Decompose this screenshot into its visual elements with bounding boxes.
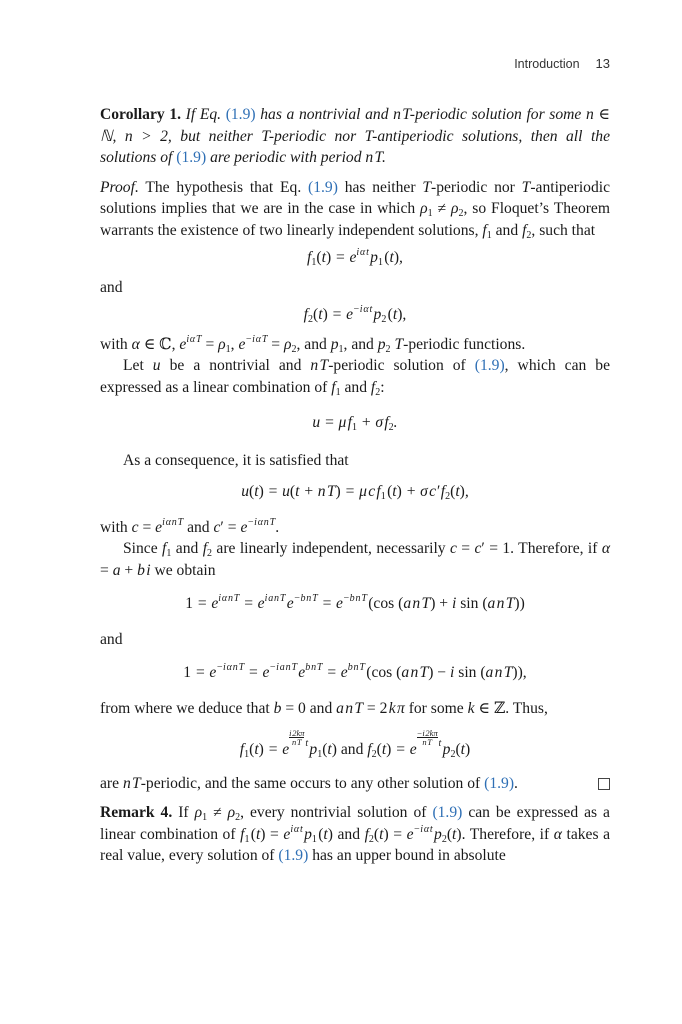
proof-paragraph-let: Let u be a nontrivial and n T-periodic solution of (1.9), which can be expressed as a linear combination of $f_1$ and $f_2$:	[100, 357, 611, 398]
proof-text: are linearly independent, necessarily	[216, 540, 446, 557]
running-header	[514, 56, 610, 71]
corollary-text: are periodic with period	[210, 149, 362, 166]
proof-text: , which can be expressed as a linear combination of	[100, 357, 611, 396]
proof-text: -periodic solution of	[328, 357, 466, 374]
proof-text: and	[495, 221, 519, 239]
proof-paragraph-with: with α ∈ ℂ, $e^{i \alpha T} = \rho_1$, $e^{-i \alpha T} = \rho_2$, and $p_1$, and $p_2$ T-periodic functions.	[100, 333, 526, 355]
proof-paragraph-deduce: from where we deduce that b = 0 and a n T = 2 k π for some k ∈ ℤ. Thus,	[100, 699, 548, 717]
proof-paragraph-since: Since $f_1$ and $f_2$ are linearly independent, necessarily c = c′ = 1. Therefore, if α = a + b i we obtain	[100, 540, 611, 579]
remark-text: has an upper bound in absolute	[312, 847, 506, 864]
proof-text: The hypothesis that Eq.	[145, 178, 302, 196]
equation-ref[interactable]: (1.9)	[484, 774, 515, 792]
corollary-paragraph: Corollary 1. If Eq. (1.9) has a nontrivial and n T-periodic solution for some n ∈ ℕ, n > 2, but neither T-periodic nor T-antiperiodic solutions, then all the solutions of (1.9) are periodic with period n T.	[100, 106, 610, 166]
remark-text: , every nontrivial solution of	[240, 804, 427, 821]
proof-text: -antiperiodic solutions implies that we are in the case in which	[100, 178, 611, 217]
proof-text: -periodic, and the same occurs to any other solution of	[140, 774, 481, 792]
page-body	[100, 100, 610, 867]
proof-text: . Therefore, if	[510, 540, 598, 557]
page-number: 13	[595, 56, 610, 71]
proof-text: and	[175, 540, 199, 557]
proof-text: -periodic functions.	[403, 335, 526, 353]
proof-text: be a nontrivial and	[169, 357, 302, 374]
proof-text-and: and	[100, 278, 123, 296]
remark-paragraph: Remark 4. If $\rho_1 \ne \rho_2$, every nontrivial solution of (1.9) can be expressed as a linear combination of $f_1$ $(t) = e^{i \alpha t}$ $p_1$ (t) and $f_2(t) = e^{-i \alpha t}$ $p_2(t)$. Therefore, if α takes a real value, every solution of (1.9) has an upper bound in absolute	[100, 804, 611, 864]
corollary-text: -periodic nor	[268, 127, 357, 145]
proof-text: , and	[296, 335, 327, 353]
equation-ref[interactable]: (1.9)	[432, 804, 463, 821]
proof-text: -periodic nor	[431, 178, 515, 196]
proof-text-consequence: As a consequence, it is satisfied that	[123, 451, 349, 469]
proof-text: we obtain	[154, 561, 216, 579]
remark-text: and	[337, 825, 361, 843]
proof-text: has neither	[344, 178, 416, 196]
equation-ref[interactable]: (1.9)	[225, 106, 256, 123]
proof-paragraph: Proof. The hypothesis that Eq. (1.9) has neither T-periodic nor T-antiperiodic solutions implies that we are in the case in which $\rho_1 \ne \rho_2$, so Floquet’s Theorem warrants the existence of two linearly independent solutions, $f_1$ and $f_2$, such that	[100, 178, 611, 241]
corollary-label: Corollary 1.	[100, 106, 182, 123]
remark-text: If	[178, 804, 189, 821]
remark-label: Remark 4.	[100, 804, 173, 821]
proof-text: , so Floquet’s Theorem warrants the existence of two linearly independent solutions,	[100, 200, 610, 239]
proof-paragraph-with2: with $c = e^{i \alpha n T}$ and $c' = e^{-i \alpha n T}$.	[100, 516, 280, 536]
qed-square-icon	[598, 778, 610, 790]
header-section: Introduction	[514, 57, 580, 71]
proof-text: for some	[408, 699, 464, 717]
proof-text: with	[100, 518, 128, 536]
proof-text: . Thus,	[505, 699, 548, 717]
proof-text-and2: and	[100, 630, 123, 648]
proof-text: with	[100, 335, 128, 353]
equation-ref[interactable]: (1.9)	[278, 847, 309, 864]
proof-label: Proof.	[100, 178, 139, 196]
proof-text: and	[309, 699, 333, 717]
remark-text: . Therefore, if	[461, 825, 550, 843]
corollary-text: -periodic solution for some	[409, 106, 582, 123]
equation-solutions: $f_1(t) = e$ $\frac{i 2k\pi}{\text{n T}}$ $^t$ $p_1(t)$ and $f_2(t) = e$ $\frac{-i 2k\pi}{\text{n T}}$ $^t$ $p_2(t)$	[239, 728, 471, 760]
proof-text: , such that	[531, 221, 596, 239]
proof-text: and	[344, 378, 367, 396]
corollary-text: -antiperiodic solutions, then all the solutions of	[100, 127, 610, 166]
proof-text: Since	[123, 540, 158, 557]
equation-exp-1: $1 = e^{i \alpha n T} = e^{i a n T}$ $e^{-b n T} = e^{-b n T}$ (cos (a n T) + i sin (a n T))	[185, 593, 525, 612]
remark-text: takes a real value, every solution of	[100, 825, 611, 864]
corollary-text: If Eq.	[185, 106, 222, 123]
proof-text: and	[187, 518, 210, 536]
equation-exp-2: $1 = e^{-i \alpha n T} = e^{-i a n T}$ $e^{b n T} = e^{b n T}$ (cos (a n T) − i sin (a n T)),	[183, 662, 527, 681]
proof-text: from where we deduce that	[100, 699, 270, 717]
proof-paragraph-final: are n T-periodic, and the same occurs to any other solution of (1.9).	[100, 773, 610, 795]
equation-f1: $f_1(t) = e^{i \alpha t}$ $p_1$ (t),	[307, 247, 403, 268]
equation-u: u = μ $f_1 + \sigma$ $f_2$.	[312, 414, 398, 433]
equation-u-shift: u(t) = u(t + n T) = μ c $f_1$ (t) + σ c′ $f_2(t)$,	[241, 483, 469, 502]
proof-text: Let	[123, 357, 144, 374]
equation-ref[interactable]: (1.9)	[308, 178, 338, 196]
equation-and: and	[340, 741, 364, 758]
equation-f2: $f_2(t) = e^{-i \alpha t}$ $p_2$ (t),	[303, 304, 407, 325]
remark-text: can be expressed as a linear combination of	[100, 804, 610, 843]
corollary-text: but neither	[180, 127, 253, 145]
corollary-text: has a nontrivial and	[260, 106, 389, 123]
proof-text: , and	[343, 335, 374, 353]
proof-text: are	[100, 774, 120, 792]
equation-ref[interactable]: (1.9)	[474, 357, 505, 374]
equation-ref[interactable]: (1.9)	[176, 149, 207, 166]
